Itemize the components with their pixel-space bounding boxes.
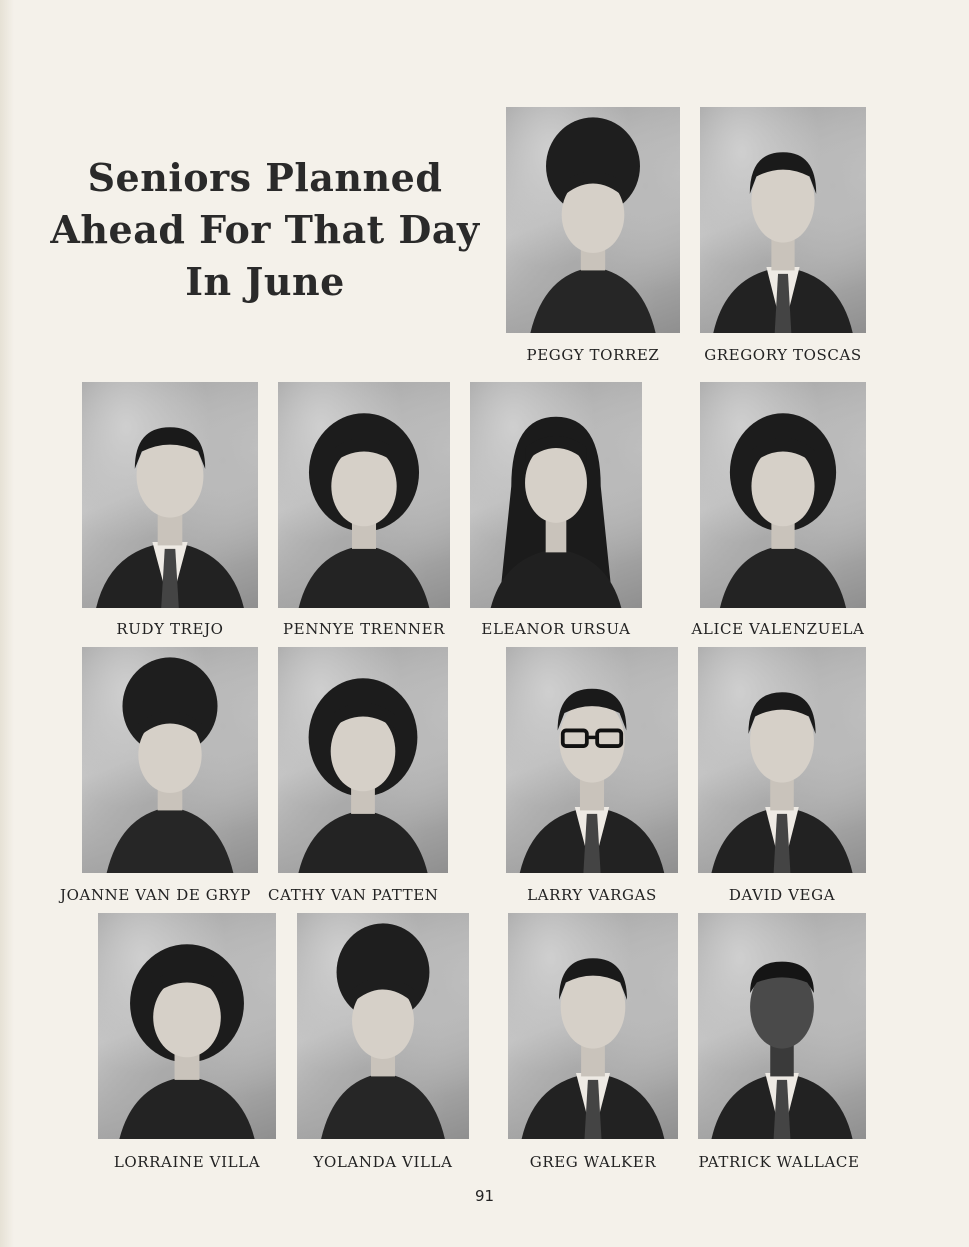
portrait-photo-icon	[700, 382, 866, 608]
senior-name-peggy-torrez: PEGGY TORREZ	[526, 346, 660, 364]
portrait-photo-icon	[698, 913, 866, 1139]
senior-name-eleanor-ursua: ELEANOR URSUA	[481, 620, 631, 638]
senior-portrait-joanne-van-de-gryp	[82, 647, 258, 873]
senior-name-yolanda-villa: YOLANDA VILLA	[313, 1153, 453, 1171]
portrait-photo-icon	[278, 382, 450, 608]
page-edge-shadow	[0, 0, 14, 1247]
page-headline	[40, 152, 490, 308]
portrait-photo-icon	[506, 107, 680, 333]
senior-portrait-rudy-trejo	[82, 382, 258, 608]
senior-portrait-greg-walker	[508, 913, 678, 1139]
senior-name-rudy-trejo: RUDY TREJO	[116, 620, 224, 638]
senior-portrait-gregory-toscas	[700, 107, 866, 333]
senior-portrait-lorraine-villa	[98, 913, 276, 1139]
senior-portrait-pennye-trenner	[278, 382, 450, 608]
senior-portrait-patrick-wallace	[698, 913, 866, 1139]
senior-name-gregory-toscas: GREGORY TOSCAS	[704, 346, 862, 364]
portrait-photo-icon	[700, 107, 866, 333]
senior-name-joanne-van-de-gryp: JOANNE VAN DE GRYP	[60, 886, 252, 904]
senior-portrait-yolanda-villa	[297, 913, 469, 1139]
portrait-photo-icon	[278, 647, 448, 873]
senior-portrait-alice-valenzuela	[700, 382, 866, 608]
senior-name-patrick-wallace: PATRICK WALLACE	[698, 1153, 860, 1171]
senior-name-pennye-trenner: PENNYE TRENNER	[282, 620, 446, 638]
headline-line-2: Ahead For That Day	[50, 207, 480, 252]
senior-portrait-eleanor-ursua	[470, 382, 642, 608]
senior-name-cathy-van-patten: CATHY VAN PATTEN	[268, 886, 439, 904]
portrait-photo-icon	[508, 913, 678, 1139]
senior-name-lorraine-villa: LORRAINE VILLA	[113, 1153, 261, 1171]
portrait-photo-icon	[698, 647, 866, 873]
headline-line-3: In June	[185, 259, 345, 304]
senior-portrait-cathy-van-patten	[278, 647, 448, 873]
senior-name-greg-walker: GREG WALKER	[529, 1153, 657, 1171]
portrait-photo-icon	[98, 913, 276, 1139]
portrait-photo-icon	[297, 913, 469, 1139]
senior-name-larry-vargas: LARRY VARGAS	[527, 886, 657, 904]
senior-portrait-larry-vargas	[506, 647, 678, 873]
portrait-photo-icon	[82, 382, 258, 608]
senior-portrait-peggy-torrez	[506, 107, 680, 333]
senior-name-alice-valenzuela: ALICE VALENZUELA	[691, 620, 865, 638]
senior-portrait-david-vega	[698, 647, 866, 873]
page-number: 91	[474, 1187, 495, 1205]
portrait-photo-icon	[82, 647, 258, 873]
senior-name-david-vega: DAVID VEGA	[728, 886, 836, 904]
portrait-photo-icon	[470, 382, 642, 608]
headline-line-1: Seniors Planned	[87, 155, 443, 200]
portrait-photo-icon	[506, 647, 678, 873]
